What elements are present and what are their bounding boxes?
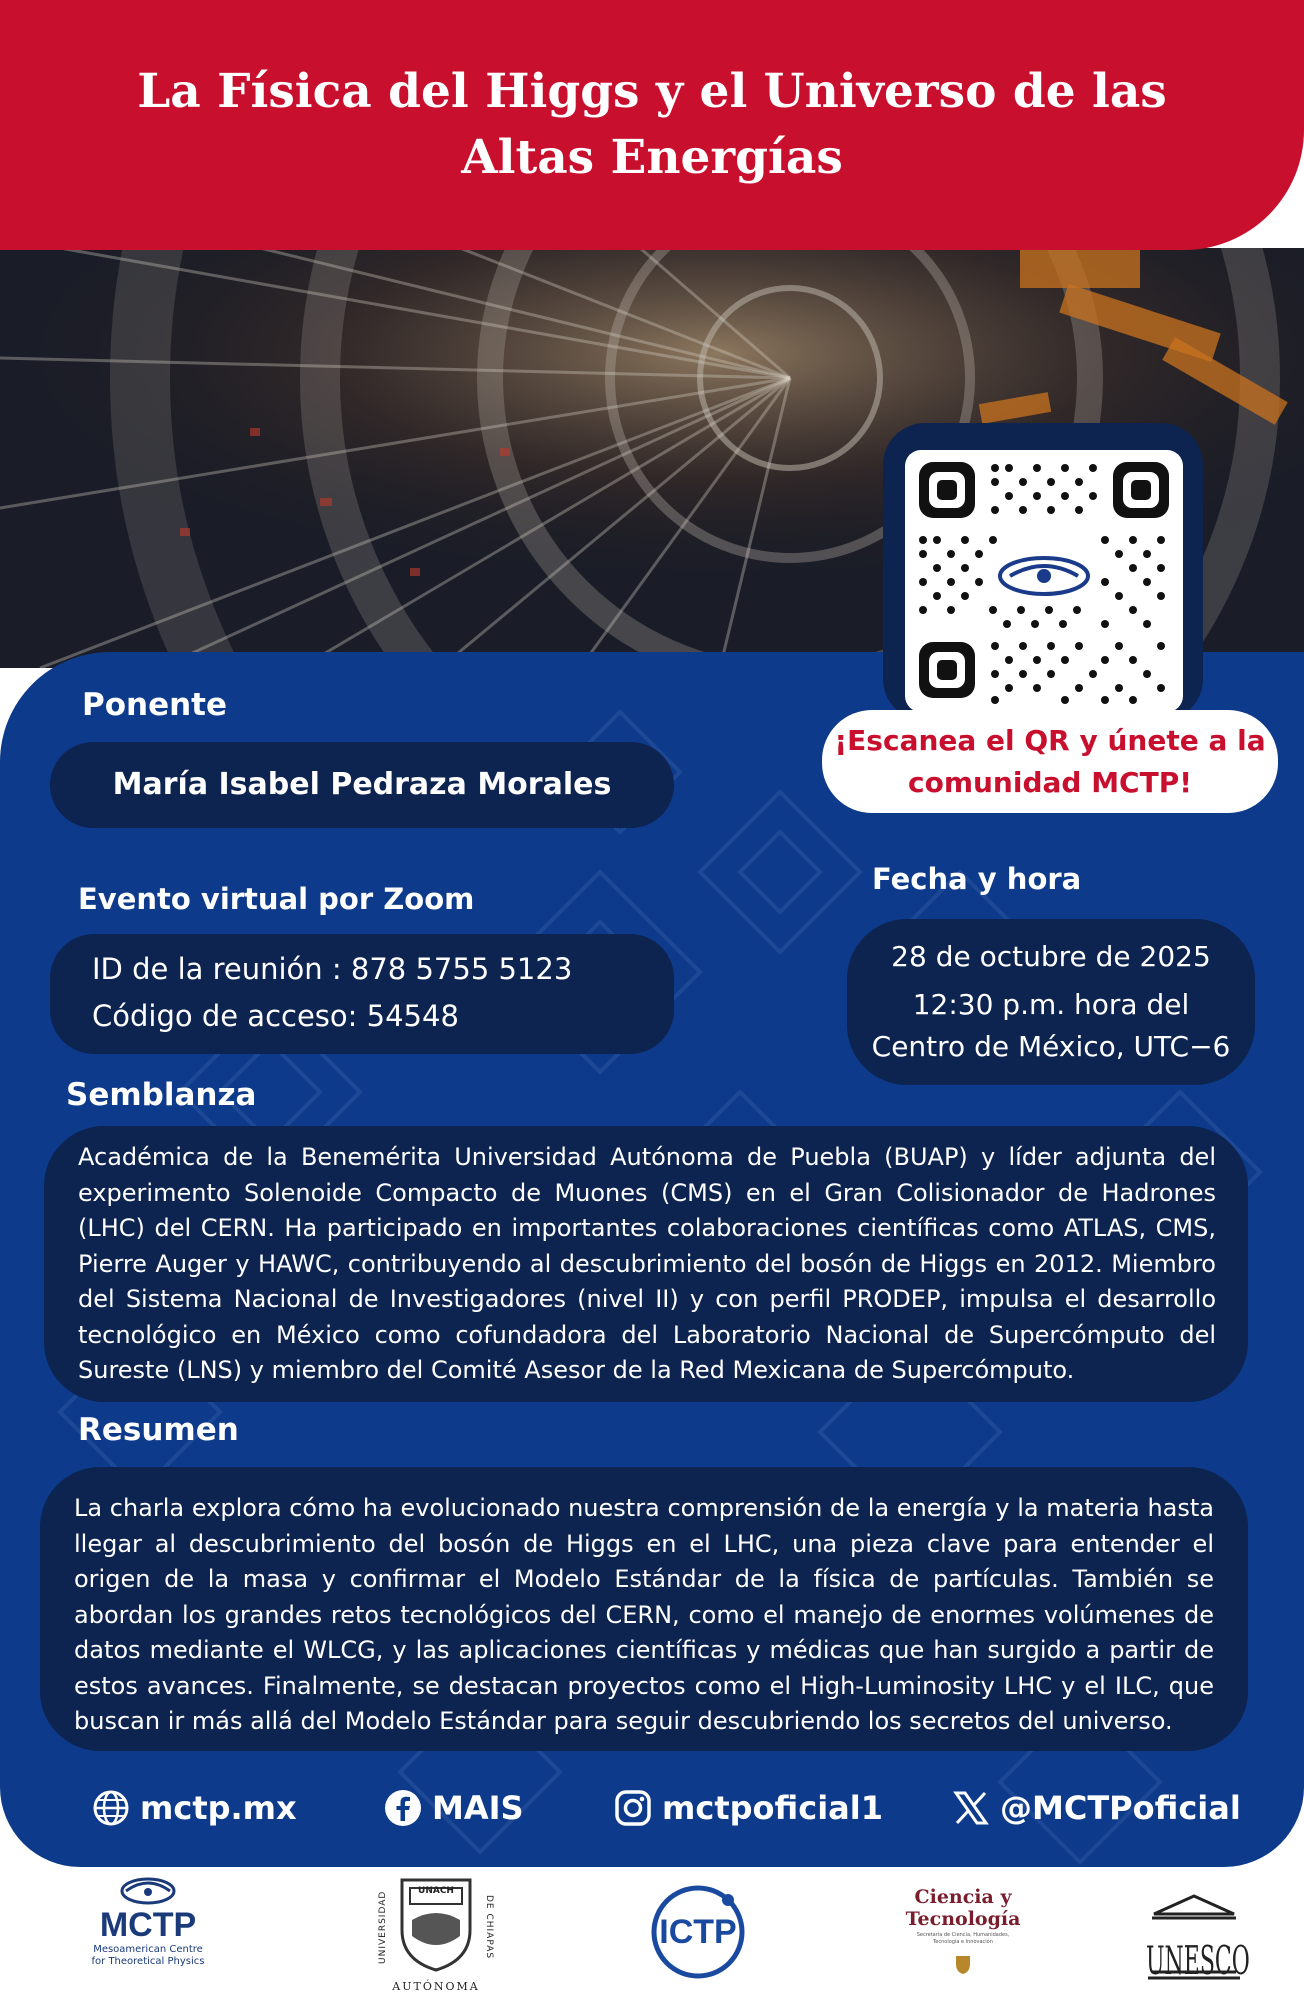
bio-heading: Semblanza: [66, 1077, 257, 1113]
mctp-emblem-icon: [118, 1876, 178, 1906]
content-panel: [0, 652, 1304, 1867]
unesco-name: UNESCO: [1146, 1940, 1250, 1985]
qr-code[interactable]: [905, 450, 1183, 712]
qr-call-to-action: ¡Escanea el QR y únete a la comunidad MCTP!: [822, 710, 1278, 813]
ictp-logo: [646, 1880, 750, 1984]
website-label: mctp.mx: [140, 1789, 297, 1827]
globe-icon: [92, 1789, 130, 1827]
instagram-label: mctpoficial1: [662, 1789, 883, 1827]
zoom-heading: Evento virtual por Zoom: [78, 882, 475, 916]
unach-center-text: UNACH: [418, 1886, 454, 1896]
bio-text: Académica de la Benemérita Universidad Autónoma de Puebla (BUAP) y líder adjunta del experimento Solenoide Compacto de Muones (CMS) en el Gran Colisionador de Hadrones (LHC) del CERN. Ha participado en importantes colaboraciones científicas como ATLAS, CMS, Pierre Auger y HAWC, contribuyendo al descubrimiento del bosón de Higgs en 2012. Miembro del Sistema Nacional de Investigadores (nivel II) y con perfil PRODEP, impulsa el desarrollo tecnológico en México como cofundadora del Laboratorio Nacional de Supercómputo del Sureste (LNS) y miembro del Comité Asesor de la Red Mexicana de Supercómputo.: [78, 1143, 1216, 1384]
event-date: 28 de octubre de 2025: [891, 940, 1211, 973]
header-banner: [0, 0, 1304, 250]
facebook-link[interactable]: [384, 1789, 524, 1827]
unach-left-text: UNIVERSIDAD: [378, 1890, 388, 1964]
event-time-line2: Centro de México, UTC−6: [871, 1030, 1231, 1063]
secihti-sub2: Tecnología e Innovación: [933, 1939, 993, 1945]
bio-pill: [44, 1126, 1248, 1402]
qr-code-graphic: [905, 450, 1183, 712]
facebook-icon: [384, 1789, 422, 1827]
unach-bottom-text: AUTÓNOMA: [392, 1980, 480, 1993]
mctp-qr-logo-icon: [992, 550, 1096, 602]
mexico-shield-icon: [954, 1954, 972, 1976]
facebook-label: MAIS: [432, 1789, 524, 1827]
summary-pill: [40, 1467, 1248, 1751]
mctp-logo: [88, 1876, 208, 1996]
secihti-sub1: Secretaría de Ciencia, Humanidades,: [916, 1932, 1010, 1938]
unach-right-text: DE CHIAPAS: [484, 1894, 494, 1960]
secihti-logo: [888, 1886, 1038, 1996]
zoom-passcode: Código de acceso: 54548: [92, 999, 459, 1033]
mctp-name: MCTP: [99, 1906, 197, 1944]
summary-text: La charla explora cómo ha evolucionado nuestra comprensión de la energía y la materia hasta llegar al descubrimiento del bosón de Higgs en el LHC, una pieza clave para entender el origen de la masa y confirmar el Modelo Estándar de la física de partículas. También se abordan los grandes retos tecnológicos del CERN, como el manejo de enormes volúmenes de datos mediante el WLCG, y las aplicaciones científicas y médicas que han surgido a partir de estos avances. Finalmente, se destacan proyectos como el High-Luminosity LHC y el ILC, que buscan ir más allá del Modelo Estándar para seguir descubriendo los secretos del universo.: [74, 1494, 1214, 1735]
instagram-icon: [614, 1789, 652, 1827]
secihti-line1: Ciencia y: [914, 1886, 1012, 1908]
x-icon: [952, 1789, 990, 1827]
x-label: @MCTPoficial: [1000, 1789, 1241, 1827]
page-title: La Física del Higgs y el Universo de las Altas Energías: [137, 64, 1167, 185]
unesco-logo: [1146, 1892, 1250, 1985]
event-time-line1: 12:30 p.m. hora del: [912, 988, 1190, 1021]
instagram-link[interactable]: [614, 1789, 883, 1827]
mctp-sub1: Mesoamerican Centre: [93, 1944, 203, 1955]
speaker-name: María Isabel Pedraza Morales: [112, 767, 612, 802]
datetime-heading: Fecha y hora: [872, 862, 1082, 896]
x-link[interactable]: [952, 1789, 1241, 1827]
speaker-pill: [50, 742, 674, 828]
unach-logo: [376, 1872, 496, 1998]
ictp-name: ICTP: [659, 1913, 737, 1951]
speaker-heading: Ponente: [82, 687, 228, 723]
social-links-bar: [0, 1783, 1304, 1843]
zoom-pill: [50, 934, 674, 1054]
datetime-pill: [847, 919, 1255, 1085]
website-link[interactable]: [92, 1789, 297, 1827]
mctp-sub2: for Theoretical Physics: [91, 1956, 205, 1967]
summary-heading: Resumen: [78, 1412, 239, 1448]
partner-logos: [0, 1872, 1304, 2000]
zoom-meeting-id: ID de la reunión : 878 5755 5123: [92, 952, 573, 986]
secihti-line2: Tecnología: [905, 1908, 1021, 1930]
